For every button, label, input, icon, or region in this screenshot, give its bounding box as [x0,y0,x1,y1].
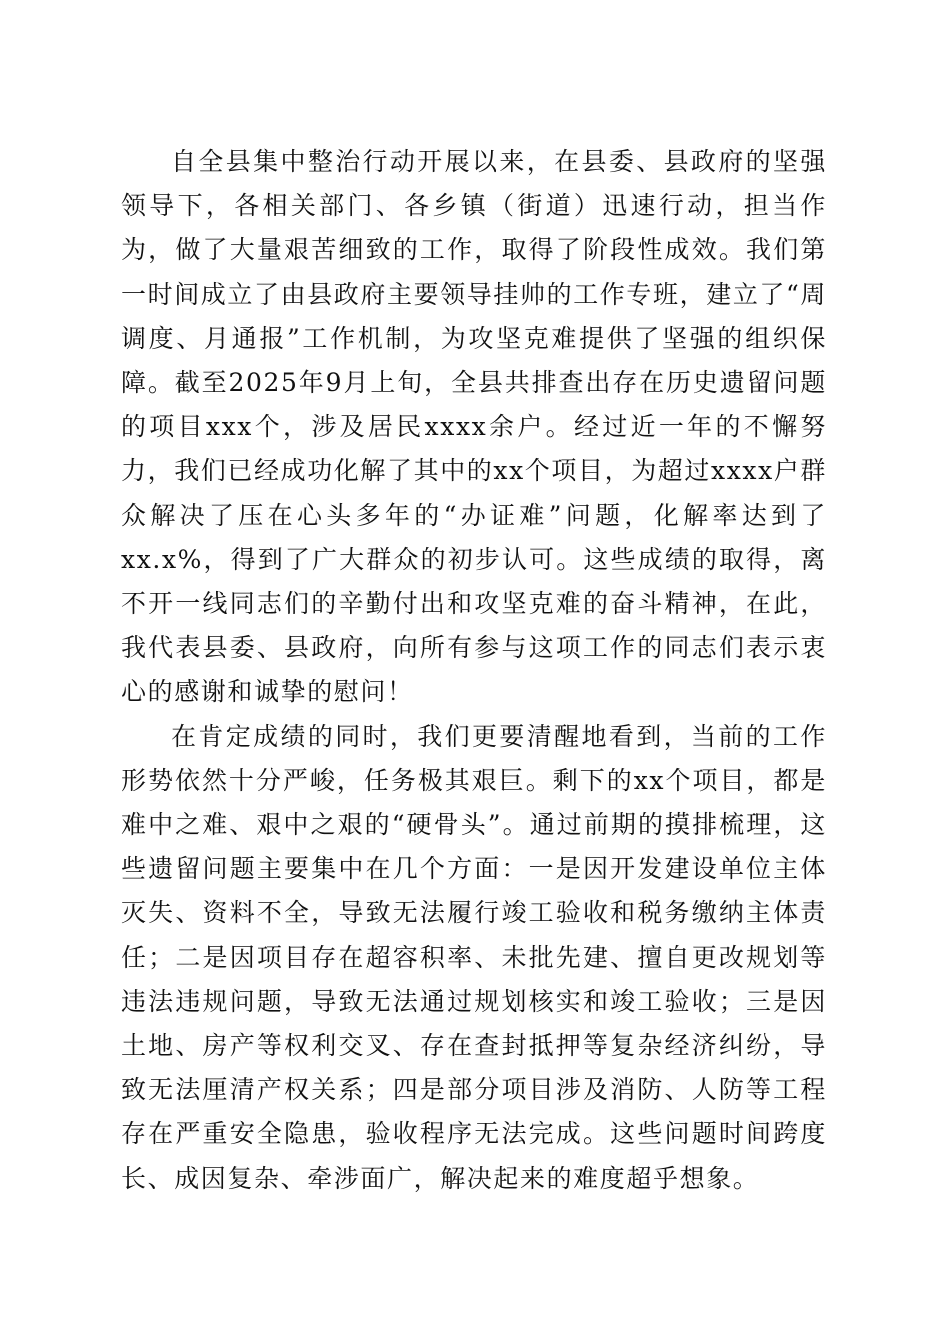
document-body [121,140,827,1201]
paragraph-achievements: 自全县集中整治行动开展以来，在县委、县政府的坚强领导下，各相关部门、各乡镇（街道）迅速行动，担当作为，做了大量艰苦细致的工作，取得了阶段性成效。我们第一时间成立了由县政府主要领导挂帅的工作专班，建立了“周调度、月通报”工作机制，为攻坚克难提供了坚强的组织保障。截至2025年9月上旬，全县共排查出存在历史遗留问题的项目xxx个，涉及居民xxxx余户。经过近一年的不懈努力，我们已经成功化解了其中的xx个项目，为超过xxxx户群众解决了压在心头多年的“办证难”问题，化解率达到了xx.x%，得到了广大群众的初步认可。这些成绩的取得，离不开一线同志们的辛勤付出和攻坚克难的奋斗精神，在此，我代表县委、县政府，向所有参与这项工作的同志们表示衷心的感谢和诚挚的慰问！ [121,147,827,707]
paragraph-challenges: 在肯定成绩的同时，我们更要清醒地看到，当前的工作形势依然十分严峻，任务极其艰巨。剩下的xx个项目，都是难中之难、艰中之艰的“硬骨头”。通过前期的摸排梳理，这些遗留问题主要集中在几个方面：一是因开发建设单位主体灭失、资料不全，导致无法履行竣工验收和税务缴纳主体责任；二是因项目存在超容积率、未批先建、擅自更改规划等违法违规问题，导致无法通过规划核实和竣工验收；三是因土地、房产等权利交叉、存在查封抵押等复杂经济纠纷，导致无法厘清产权关系；四是部分项目涉及消防、人防等工程存在严重安全隐患，验收程序无法完成。这些问题时间跨度长、成因复杂、牵涉面广，解决起来的难度超乎想象。 [121,721,827,1193]
